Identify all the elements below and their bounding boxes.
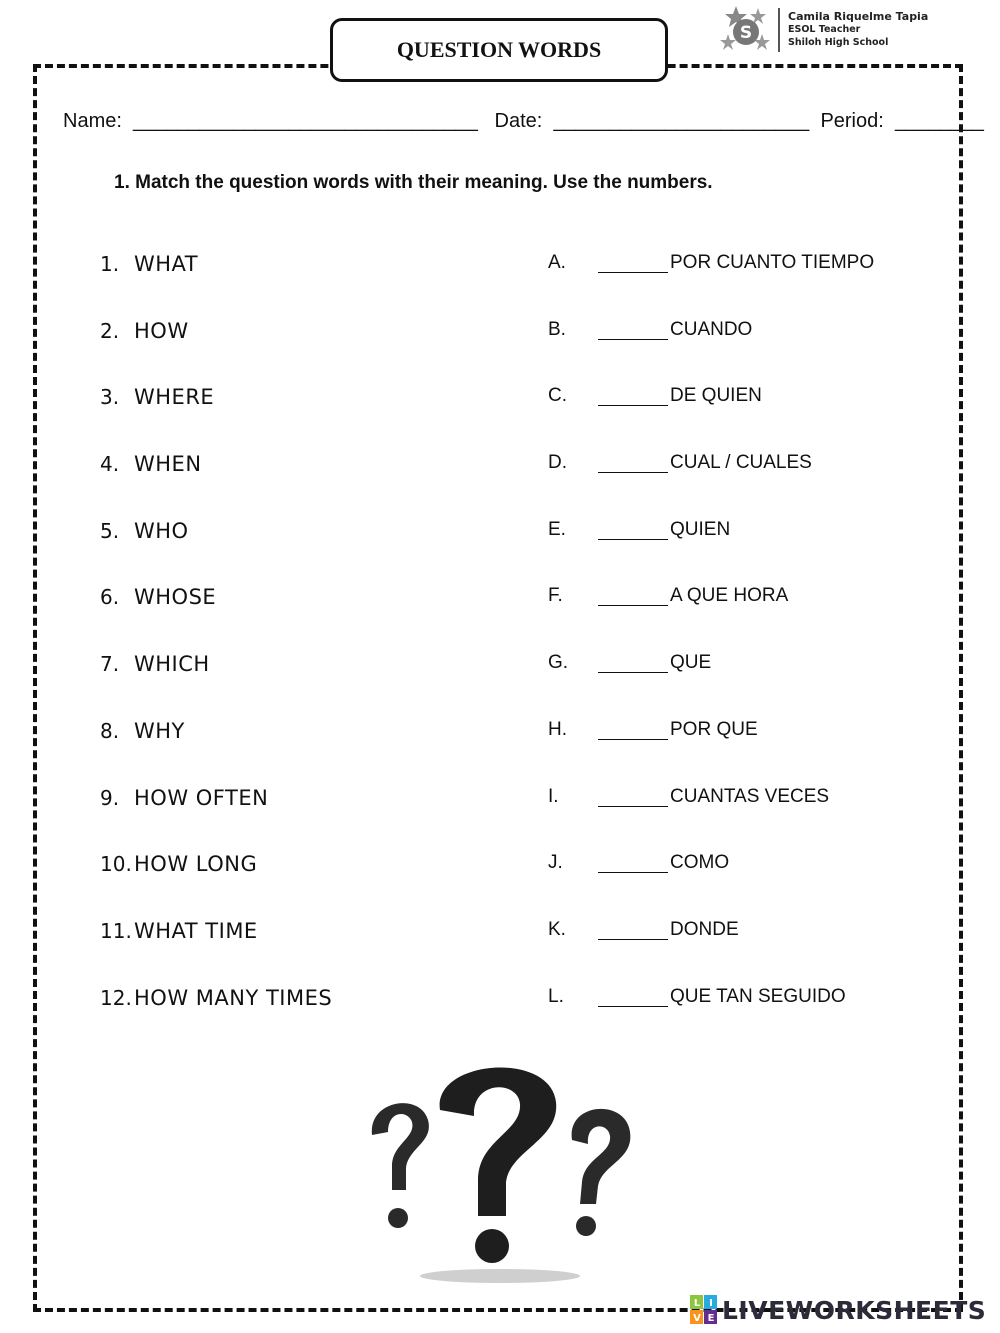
- question-word-row: [100, 852, 332, 919]
- meaning-letter: A.: [548, 252, 566, 273]
- answer-blank[interactable]: [598, 786, 668, 807]
- meaning-text: QUIEN: [670, 518, 731, 540]
- question-number: 5.: [100, 518, 120, 543]
- meaning-letter: I.: [548, 785, 559, 807]
- instruction-text: 1. Match the question words with their meaning. Use the numbers.: [114, 172, 713, 193]
- question-word: WHY: [134, 718, 185, 743]
- logo-divider: [778, 8, 780, 52]
- question-word-row: [100, 919, 332, 986]
- date-label: Date:: [494, 110, 543, 132]
- meaning-row: [548, 786, 874, 853]
- meaning-letter: J.: [548, 852, 563, 874]
- question-word-row: [100, 719, 332, 786]
- answer-blank[interactable]: [598, 519, 668, 540]
- svg-text:I: I: [709, 1298, 713, 1309]
- worksheet-title: QUESTION WORDS: [330, 18, 668, 82]
- question-word: HOW OFTEN: [134, 785, 269, 810]
- logo-letter: S: [739, 23, 753, 43]
- meaning-text: DE QUIEN: [670, 385, 762, 407]
- meaning-letter: D.: [548, 452, 567, 474]
- stars-logo-icon: [718, 4, 776, 54]
- teacher-role: ESOL Teacher: [788, 24, 861, 35]
- meaning-letter: L.: [548, 985, 564, 1007]
- date-field[interactable]: _______________________: [553, 110, 810, 132]
- question-marks-illustration: [360, 1040, 640, 1295]
- answer-blank[interactable]: [598, 585, 668, 606]
- name-label: Name:: [63, 110, 122, 132]
- period-field[interactable]: ________: [894, 110, 984, 132]
- question-word-row: [100, 319, 332, 386]
- question-number: 6.: [100, 585, 120, 610]
- teacher-logo: [718, 4, 988, 54]
- meaning-text: QUE: [670, 652, 712, 674]
- meaning-text: A QUE HORA: [670, 585, 789, 607]
- question-number: 9.: [100, 785, 120, 810]
- meaning-row: [548, 719, 874, 786]
- meaning-text: QUE TAN SEGUIDO: [670, 985, 846, 1007]
- meaning-row: [548, 385, 874, 452]
- meaning-row: [548, 852, 874, 919]
- meaning-row: [548, 652, 874, 719]
- question-word: WHERE: [134, 385, 215, 410]
- question-word: WHO: [134, 518, 189, 543]
- question-word-row: [100, 519, 332, 586]
- answer-blank[interactable]: [598, 652, 668, 673]
- answer-blank[interactable]: [598, 919, 668, 940]
- meaning-row: [548, 319, 874, 386]
- meaning-text: CUAL / CUALES: [670, 452, 812, 474]
- meaning-text: POR QUE: [670, 718, 758, 740]
- question-word: HOW MANY TIMES: [134, 985, 333, 1010]
- question-number: 2.: [100, 318, 120, 343]
- question-word-row: [100, 452, 332, 519]
- svg-text:V: V: [693, 1313, 701, 1324]
- meaning-row: [548, 252, 874, 319]
- answer-blank[interactable]: [598, 252, 668, 273]
- period-label: Period:: [820, 110, 884, 132]
- answer-blank[interactable]: [598, 986, 668, 1007]
- question-number: 4.: [100, 452, 120, 477]
- question-number: 10.: [100, 852, 132, 877]
- question-number: 11.: [100, 918, 132, 943]
- meaning-text: COMO: [670, 852, 730, 874]
- answer-blank[interactable]: [598, 452, 668, 473]
- teacher-name: Camila Riquelme Tapia: [788, 10, 929, 23]
- name-field[interactable]: _______________________________: [133, 110, 478, 132]
- meaning-letter: G.: [548, 652, 569, 674]
- student-info-line: [63, 110, 984, 133]
- liveworksheets-brand: [690, 1292, 986, 1328]
- teacher-school: Shiloh High School: [788, 37, 889, 48]
- question-number: 1.: [100, 252, 120, 276]
- meaning-letter: C.: [548, 385, 567, 407]
- question-word-row: [100, 652, 332, 719]
- meaning-text: POR CUANTO TIEMPO: [670, 252, 875, 273]
- question-word: WHOSE: [134, 585, 217, 610]
- svg-text:L: L: [693, 1298, 701, 1309]
- meaning-row: [548, 452, 874, 519]
- question-word: HOW: [134, 318, 189, 343]
- question-word-row: [100, 385, 332, 452]
- meaning-letter: F.: [548, 585, 563, 607]
- answer-blank[interactable]: [598, 719, 668, 740]
- answer-blank[interactable]: [598, 319, 668, 340]
- question-word: WHAT TIME: [134, 918, 258, 943]
- question-word: WHICH: [134, 652, 210, 677]
- question-word-row: [100, 986, 332, 1053]
- question-word-row: [100, 585, 332, 652]
- question-number: 12.: [100, 985, 132, 1010]
- meaning-letter: K.: [548, 918, 566, 940]
- meaning-text: CUANTAS VECES: [670, 785, 830, 807]
- svg-text:E: E: [707, 1313, 715, 1324]
- question-marks-icon: [360, 1040, 640, 1290]
- meaning-letter: B.: [548, 318, 566, 340]
- meaning-text: CUANDO: [670, 318, 753, 340]
- question-word-row: [100, 252, 332, 319]
- liveworksheets-logo-icon: [690, 1295, 718, 1325]
- question-word: WHAT: [134, 252, 199, 276]
- brand-name: LIVEWORKSHEETS: [722, 1295, 987, 1325]
- meaning-letter: H.: [548, 718, 567, 740]
- answer-blank[interactable]: [598, 385, 668, 406]
- question-word-row: [100, 786, 332, 853]
- question-words-list: [100, 252, 332, 1052]
- question-word: WHEN: [134, 452, 202, 477]
- question-number: 8.: [100, 718, 120, 743]
- question-number: 7.: [100, 652, 120, 677]
- answer-blank[interactable]: [598, 852, 668, 873]
- meaning-row: [548, 519, 874, 586]
- question-word: HOW LONG: [134, 852, 258, 877]
- meaning-row: [548, 919, 874, 986]
- question-number: 3.: [100, 385, 120, 410]
- meaning-row: [548, 585, 874, 652]
- meaning-letter: E.: [548, 518, 566, 540]
- meaning-text: DONDE: [670, 918, 739, 940]
- meanings-list: [548, 252, 874, 1052]
